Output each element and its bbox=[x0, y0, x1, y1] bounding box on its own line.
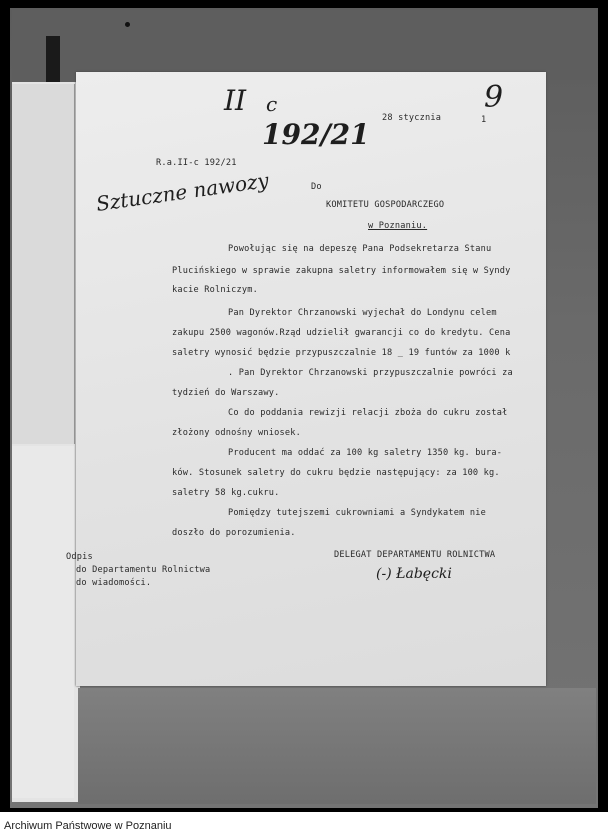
left-lower-sheet bbox=[12, 446, 74, 798]
copy-note-line: do wiadomości. bbox=[76, 578, 152, 588]
body-line: Pomiędzy tutejszemi cukrowniami a Syndykatem nie bbox=[228, 508, 486, 518]
archive-footer bbox=[0, 812, 608, 840]
body-line: Producent ma oddać za 100 kg saletry 1350 kg. bura- bbox=[228, 448, 503, 458]
location: w Poznaniu. bbox=[368, 221, 428, 231]
body-line: Pluciński​ego w sprawie zakupna saletry informowałem się w Syndy bbox=[172, 266, 511, 276]
date: 28 stycznia bbox=[382, 113, 442, 123]
copy-note-line: Odpis bbox=[66, 552, 93, 562]
body-line: kacie Rolniczym. bbox=[172, 285, 258, 295]
document-sheet bbox=[66, 72, 546, 686]
body-line: złożony odnośny wniosek. bbox=[172, 428, 301, 438]
body-line: doszło do porozumienia. bbox=[172, 528, 296, 538]
to-label: Do bbox=[311, 182, 322, 192]
body-line: tydzień do Warszawy. bbox=[172, 388, 280, 398]
reference-number: R.a.II-c 192/21 bbox=[156, 158, 237, 168]
body-line: ków. Stosunek saletry do cukru będzie następujący: za 100 kg. bbox=[172, 468, 500, 478]
backing-board-top bbox=[12, 10, 597, 80]
handwritten-c: c bbox=[266, 92, 278, 116]
pin-hole bbox=[125, 22, 130, 27]
body-line: Pan Dyrektor Chrzanowski wyjechał do Londynu celem bbox=[228, 308, 497, 318]
handwritten-subject: Sztuczne nawozy bbox=[94, 168, 271, 216]
body-line: . Pan Dyrektor Chrzanowski przypuszczalnie powróci za bbox=[228, 368, 513, 378]
backing-board-bottom bbox=[78, 688, 596, 804]
addressee: KOMITETU GOSPODARCZEGO bbox=[326, 200, 445, 210]
handwritten-page: 9 bbox=[484, 80, 504, 115]
copy-note-line: do Departamentu Rolnictwa bbox=[76, 565, 211, 575]
body-line: saletry 58 kg.cukru. bbox=[172, 488, 280, 498]
left-folded-sheet bbox=[12, 84, 75, 444]
signature-title: DELEGAT DEPARTAMENTU ROLNICTWA bbox=[334, 550, 496, 560]
signature: (-) Łabęcki bbox=[376, 566, 452, 582]
body-line: saletry wynosić będzie przypuszczalnie 18 _ 19 funtów za 1000 k bbox=[172, 348, 511, 358]
body-line: zakupu 2500 wagonów.Rząd udzielił gwarancji co do kredytu. Cena bbox=[172, 328, 511, 338]
archive-name: Archiwum Państwowe w Poznaniu bbox=[4, 820, 172, 832]
handwritten-number: 192/21 bbox=[262, 118, 370, 151]
body-line: Powołując się na depeszę Pana Podsekretarza Stanu bbox=[228, 244, 492, 254]
body-line: Co do poddania rewizji relacji zboża do cukru został bbox=[228, 408, 508, 418]
year-prefix: 1 bbox=[481, 115, 487, 125]
binder-tab bbox=[46, 36, 60, 82]
handwritten-roman-sign: II bbox=[224, 84, 247, 117]
